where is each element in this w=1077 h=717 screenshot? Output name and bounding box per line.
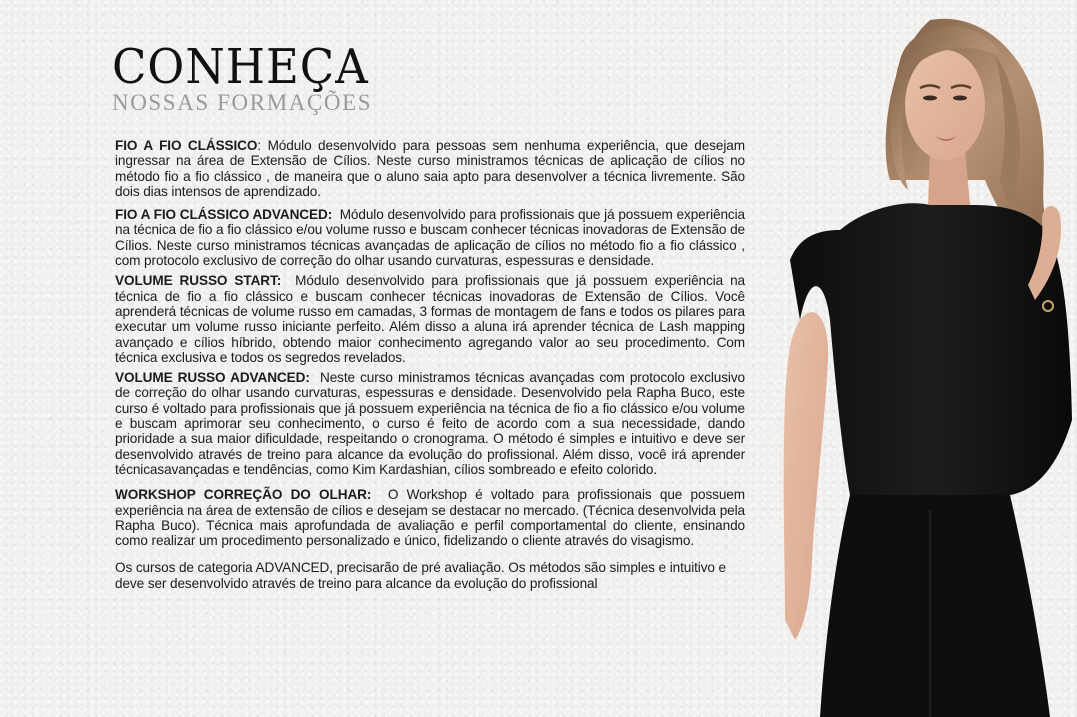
- page-title: CONHEÇA: [112, 38, 369, 95]
- course-item: [115, 273, 745, 365]
- course-separator: [281, 273, 295, 288]
- course-description: O Workshop é voltado para profissionais que possuem experiência na área de extensão de cílios e desejam se destacar no mercado. (Técnica desenvolvida pela Rapha Buco). Técnica mais aprofundada de avaliação e perfil comportamental do cliente, ensinando como realizar um procedimento personalizado e único, fidelizando o cliente através do visagismo.: [115, 487, 745, 549]
- course-item: [115, 370, 745, 477]
- course-item: [115, 207, 745, 268]
- course-title: FIO A FIO CLÁSSICO ADVANCED:: [115, 207, 333, 223]
- courses-list: [115, 138, 745, 591]
- left-arm: [784, 312, 829, 640]
- black-blouse: [790, 203, 1072, 495]
- course-separator: [371, 487, 388, 502]
- course-description: Módulo desenvolvido para profissionais que já possuem experiência na técnica de fio a fio clássico e buscam conhecer técnicas inovadoras de Extensão de Cílios. Você aprenderá técnicas de volume russo em camadas, 3 formas de montagem de fans e todos os pilares para executar um volume russo iniciante perfeito. Além disso a aluna irá aprender técnica de Lash mapping avançado e cílios híbrido, obtendo maior conhecimento agregando valor ao seu procedimento. Com técnica exclusiva e todos os segredos revelados.: [115, 273, 746, 365]
- face: [905, 50, 985, 160]
- course-description: Módulo desenvolvido para profissionais que já possuem experiência na técnica de fio a fio clássico e/ou volume russo e buscam conhecer técnicas inovadoras de Extensão de Cílios. Neste curso ministramos técnicas avançadas de aplicação de cílios no método fio a fio clássico , com protocolo exclusivo de correção do olhar usando curvaturas, espessuras e densidade.: [115, 207, 745, 269]
- page-subtitle: NOSSAS FORMAÇÕES: [112, 90, 373, 115]
- course-title: VOLUME RUSSO START:: [115, 273, 282, 289]
- course-description: Neste curso ministramos técnicas avançadas com protocolo exclusivo de correção do olhar usando curvaturas, espessuras e densidade. Desenvolvido pela Rapha Buco, este curso é voltado para profissionais que já possuem experiência na técnica de fio a fio clássico e/ou volume e buscam aprimorar seu conhecimento, o curso é feito de acordo com a sua necessidade, dando prioridade a sua maior dificuldade, respeitando o cronograma. O método é simples e intuitivo e deve ser desenvolvido através de treino para alcance da evolução do profissional. Além disso, você irá aprender técnicasavançadas e tendências, como Kim Kardashian, cílios sombreado e efeito colorido.: [115, 370, 745, 477]
- course-separator: [332, 207, 340, 222]
- course-item: [115, 487, 745, 548]
- instructor-photo: [780, 0, 1077, 717]
- course-title: FIO A FIO CLÁSSICO: [115, 138, 258, 153]
- page-heading: [112, 38, 373, 115]
- course-separator: :: [257, 138, 268, 153]
- course-title: VOLUME RUSSO ADVANCED:: [115, 370, 310, 386]
- course-description: Módulo desenvolvido para pessoas sem nenhuma experiência, que desejam ingressar na área de Extensão de Cílios. Neste curso ministramos técnicas de aplicação de cílios no método fio a fio clássico , de maneira que o aluno saia apto para desenvolver a técnica livremente. São dois dias intensos de aprendizado.: [115, 138, 745, 199]
- black-pants: [820, 495, 1050, 717]
- course-item: [115, 138, 745, 199]
- footnote: Os cursos de categoria ADVANCED, precisarão de pré avaliação. Os métodos são simples e intuitivo e deve ser desenvolvido através de treino para alcance da evolução do profissional: [115, 560, 727, 591]
- course-title: WORKSHOP CORREÇÃO DO OLHAR:: [115, 487, 372, 503]
- course-separator: [310, 370, 320, 385]
